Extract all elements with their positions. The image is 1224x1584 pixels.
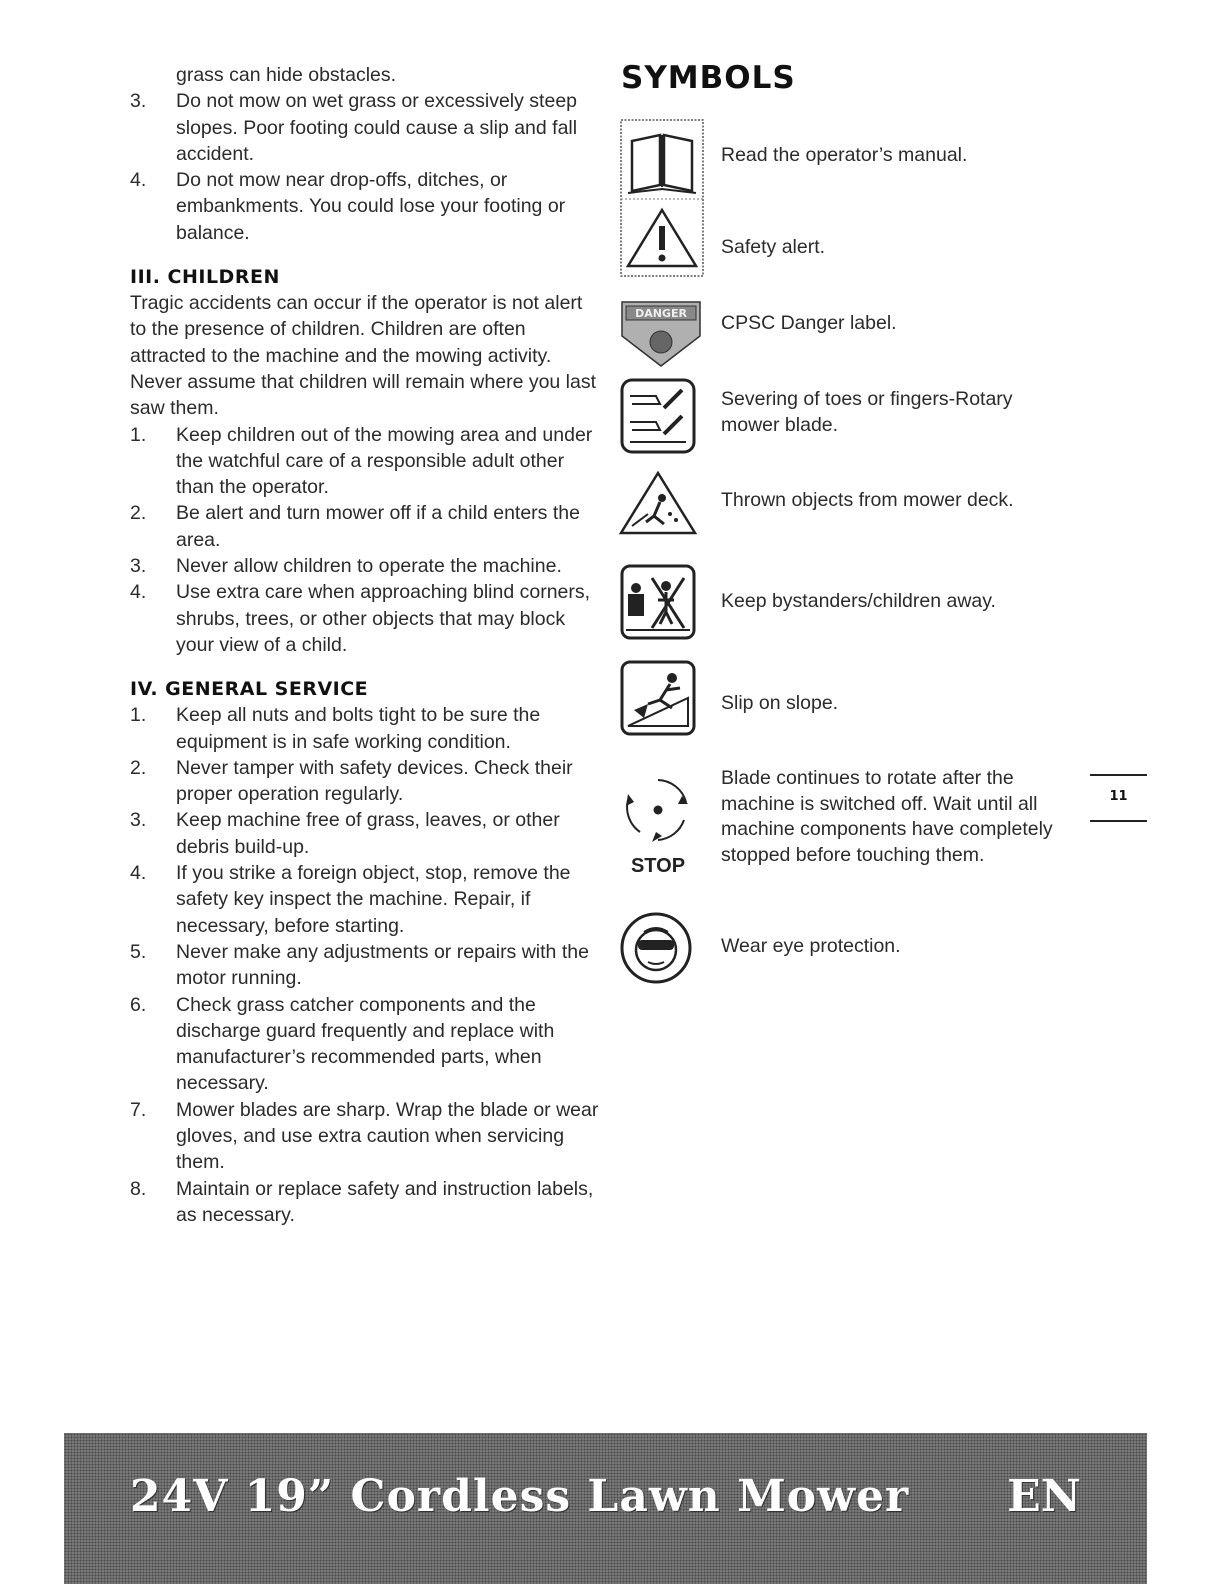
list-item: 2. Be alert and turn mower off if a child enters the area. xyxy=(130,502,580,551)
symbol-text: Keep bystanders/children away. xyxy=(721,590,996,612)
thrown-objects-icon xyxy=(618,470,698,536)
list-item: 4. Use extra care when approaching blind corners, shrubs, trees, or other objects that may block your view of a child. xyxy=(130,581,591,656)
bystanders-icon xyxy=(620,564,696,640)
symbol-text: Severing of toes or fingers-Rotary mower blade. xyxy=(721,388,1013,436)
list-item: 1. Keep children out of the mowing area and under the watchful care of a responsible adult other than the operator. xyxy=(130,423,593,499)
left-column xyxy=(130,62,600,1228)
list-item: 7. Mower blades are sharp. Wrap the blade or wear gloves, and use extra caution when servicing them. xyxy=(130,1098,599,1174)
symbol-text: CPSC Danger label. xyxy=(721,312,897,334)
list-item: 1. Keep all nuts and bolts tight to be sure the equipment is in safe working condition. xyxy=(130,704,541,753)
list-item: 5. Never make any adjustments or repairs with the motor running. xyxy=(130,940,589,990)
page-number: 11 xyxy=(1090,774,1147,822)
symbol-text: Read the operator’s manual. xyxy=(721,144,968,166)
list-item: 3. Keep machine free of grass, leaves, or other debris build-up. xyxy=(130,809,560,858)
list-item: 4. If you strike a foreign object, stop, remove the safety key inspect the machine. Repair, if necessary, before starting. xyxy=(130,862,571,937)
slope-icon xyxy=(620,660,696,736)
section-heading-service: IV. GENERAL SERVICE xyxy=(130,678,369,701)
list-item: 4. Do not mow near drop-offs, ditches, or embankments. You could lose your footing or balance. xyxy=(130,169,566,244)
list-item: 8. Maintain or replace safety and instruction labels, as necessary. xyxy=(130,1177,594,1226)
symbol-text: Wear eye protection. xyxy=(721,935,901,957)
symbol-text: Thrown objects from mower deck. xyxy=(721,489,1014,511)
list-item: 6. Check grass catcher components and the discharge guard frequently and replace with manufacturer’s recommended parts, when necessary. xyxy=(130,993,555,1095)
danger-label-icon xyxy=(620,300,702,368)
section-heading-children: III. CHILDREN xyxy=(130,266,280,289)
blade-rotate-icon xyxy=(618,770,698,880)
symbol-text: Blade continues to rotate after the machine is switched off. Wait until all machine components have completely stopped before touching them. xyxy=(721,767,1053,866)
symbols-title: SYMBOLS xyxy=(621,60,796,96)
danger-label-text: DANGER xyxy=(635,307,687,320)
continued-text: grass can hide obstacles. xyxy=(176,64,397,86)
severing-icon xyxy=(620,378,696,454)
children-intro: Tragic accidents can occur if the operator is not alert to the presence of children. Children are often attracted to the machine and the mowing activity. Never assume that children will remain where you last saw them. xyxy=(130,292,597,420)
footer-language: EN xyxy=(1007,1471,1081,1522)
eye-protection-icon xyxy=(618,910,694,986)
safety-alert-icon xyxy=(624,206,700,270)
list-item: 3. Do not mow on wet grass or excessively steep slopes. Poor footing could cause a slip and fall accident. xyxy=(130,90,578,165)
stop-label: STOP xyxy=(630,855,686,877)
footer-banner xyxy=(64,1433,1147,1584)
list-item: 3. Never allow children to operate the machine. xyxy=(130,555,562,578)
symbol-text: Safety alert. xyxy=(721,236,826,258)
symbol-text: Slip on slope. xyxy=(721,692,839,714)
footer-title: 24V 19” Cordless Lawn Mower xyxy=(130,1471,910,1522)
list-item: 2. Never tamper with safety devices. Check their proper operation regularly. xyxy=(130,756,573,806)
